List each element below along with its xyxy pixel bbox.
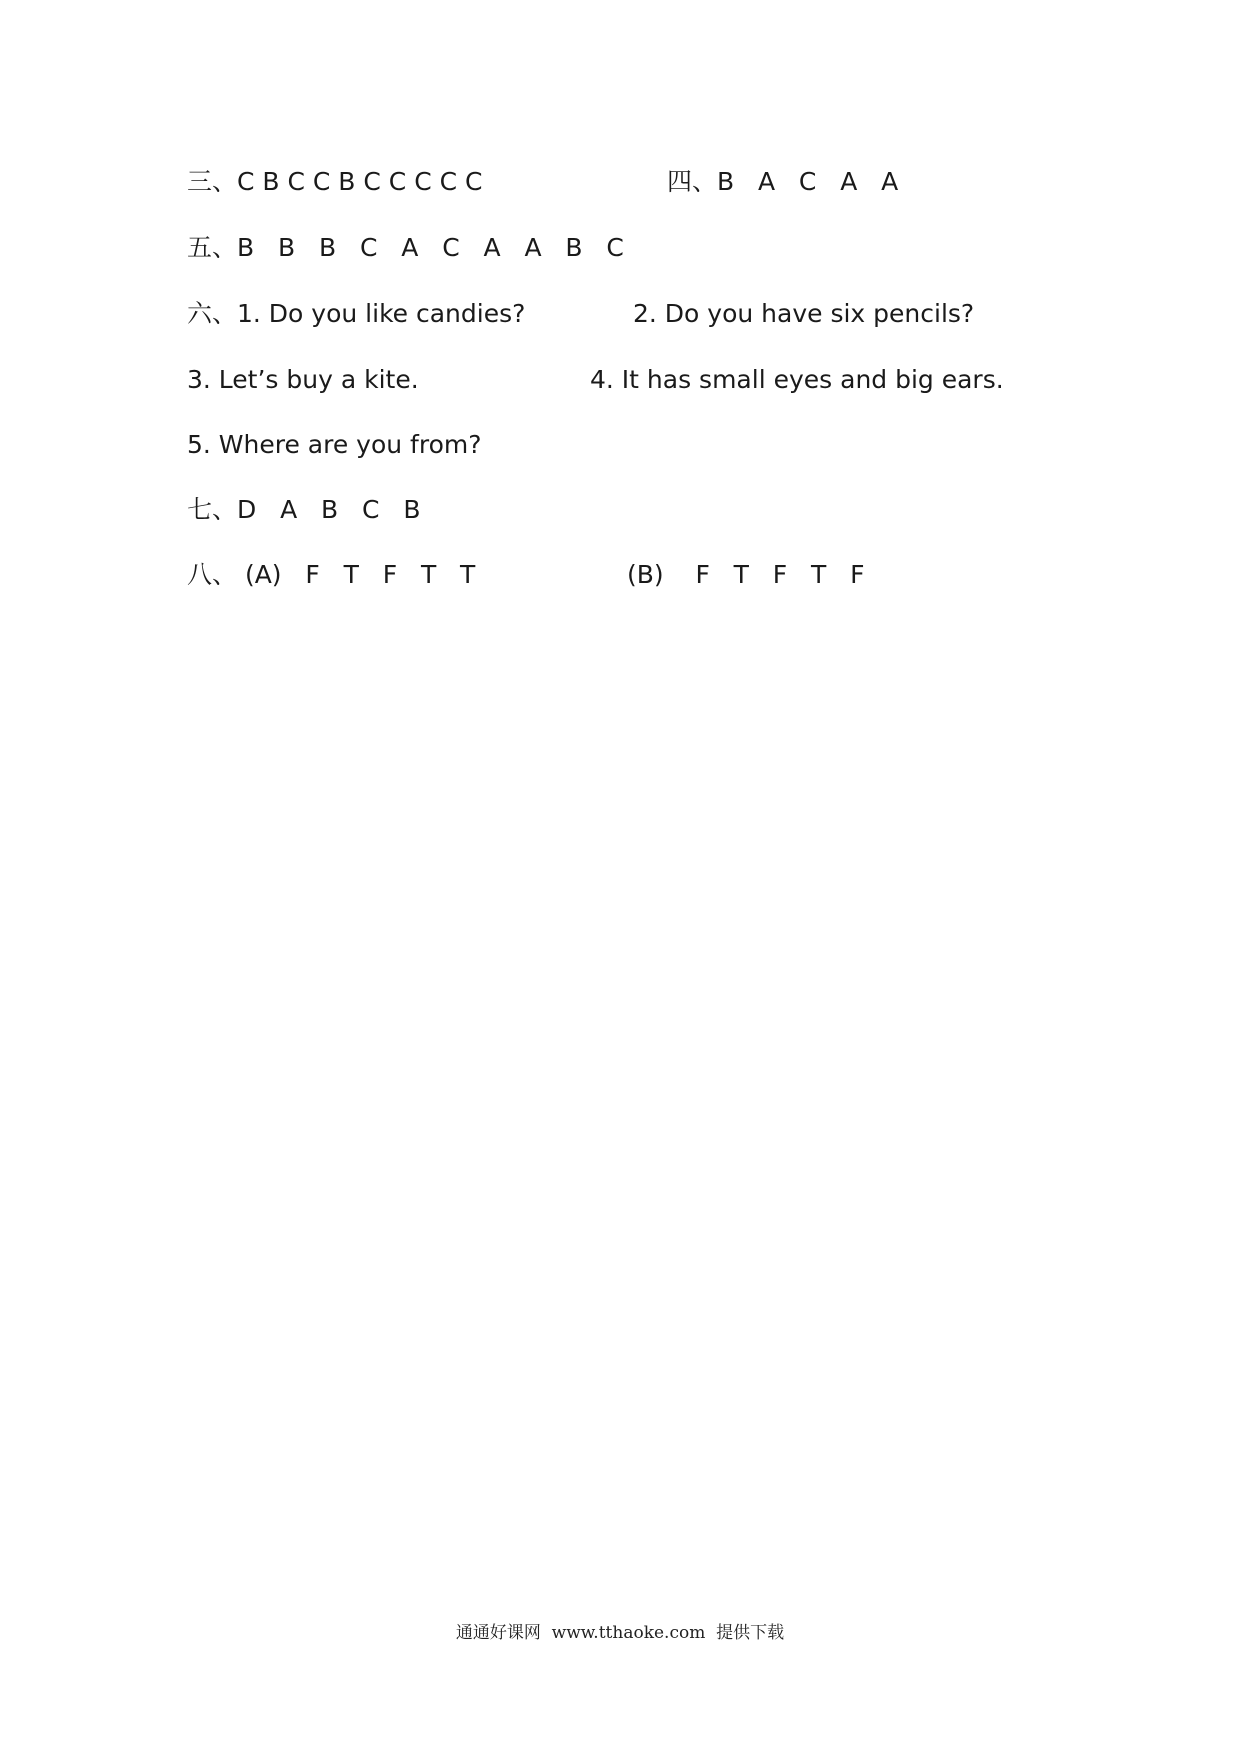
section-7-answers: 七、D A B C B	[187, 495, 421, 524]
section-6-answer-2: 2. Do you have six pencils?	[633, 299, 975, 328]
section-4-answers: 四、B A C A A	[667, 167, 899, 196]
section-6-answer-3: 3. Let’s buy a kite.	[187, 365, 419, 394]
section-6-answer-5: 5. Where are you from?	[187, 430, 482, 459]
section-5-answers: 五、B B B C A C A A B C	[187, 233, 624, 262]
footer-source-note: 通通好课网 www.tthaoke.com 提供下载	[455, 1623, 785, 1643]
section-3-answers: 三、C B C C B C C C C C	[187, 167, 483, 196]
section-6-answer-1: 六、1. Do you like candies?	[187, 299, 526, 328]
section-8b-answers: (B) F T F T F	[627, 560, 865, 589]
section-8a-answers: 八、 (A) F T F T T	[187, 560, 476, 589]
section-6-answer-4: 4. It has small eyes and big ears.	[590, 365, 1004, 394]
